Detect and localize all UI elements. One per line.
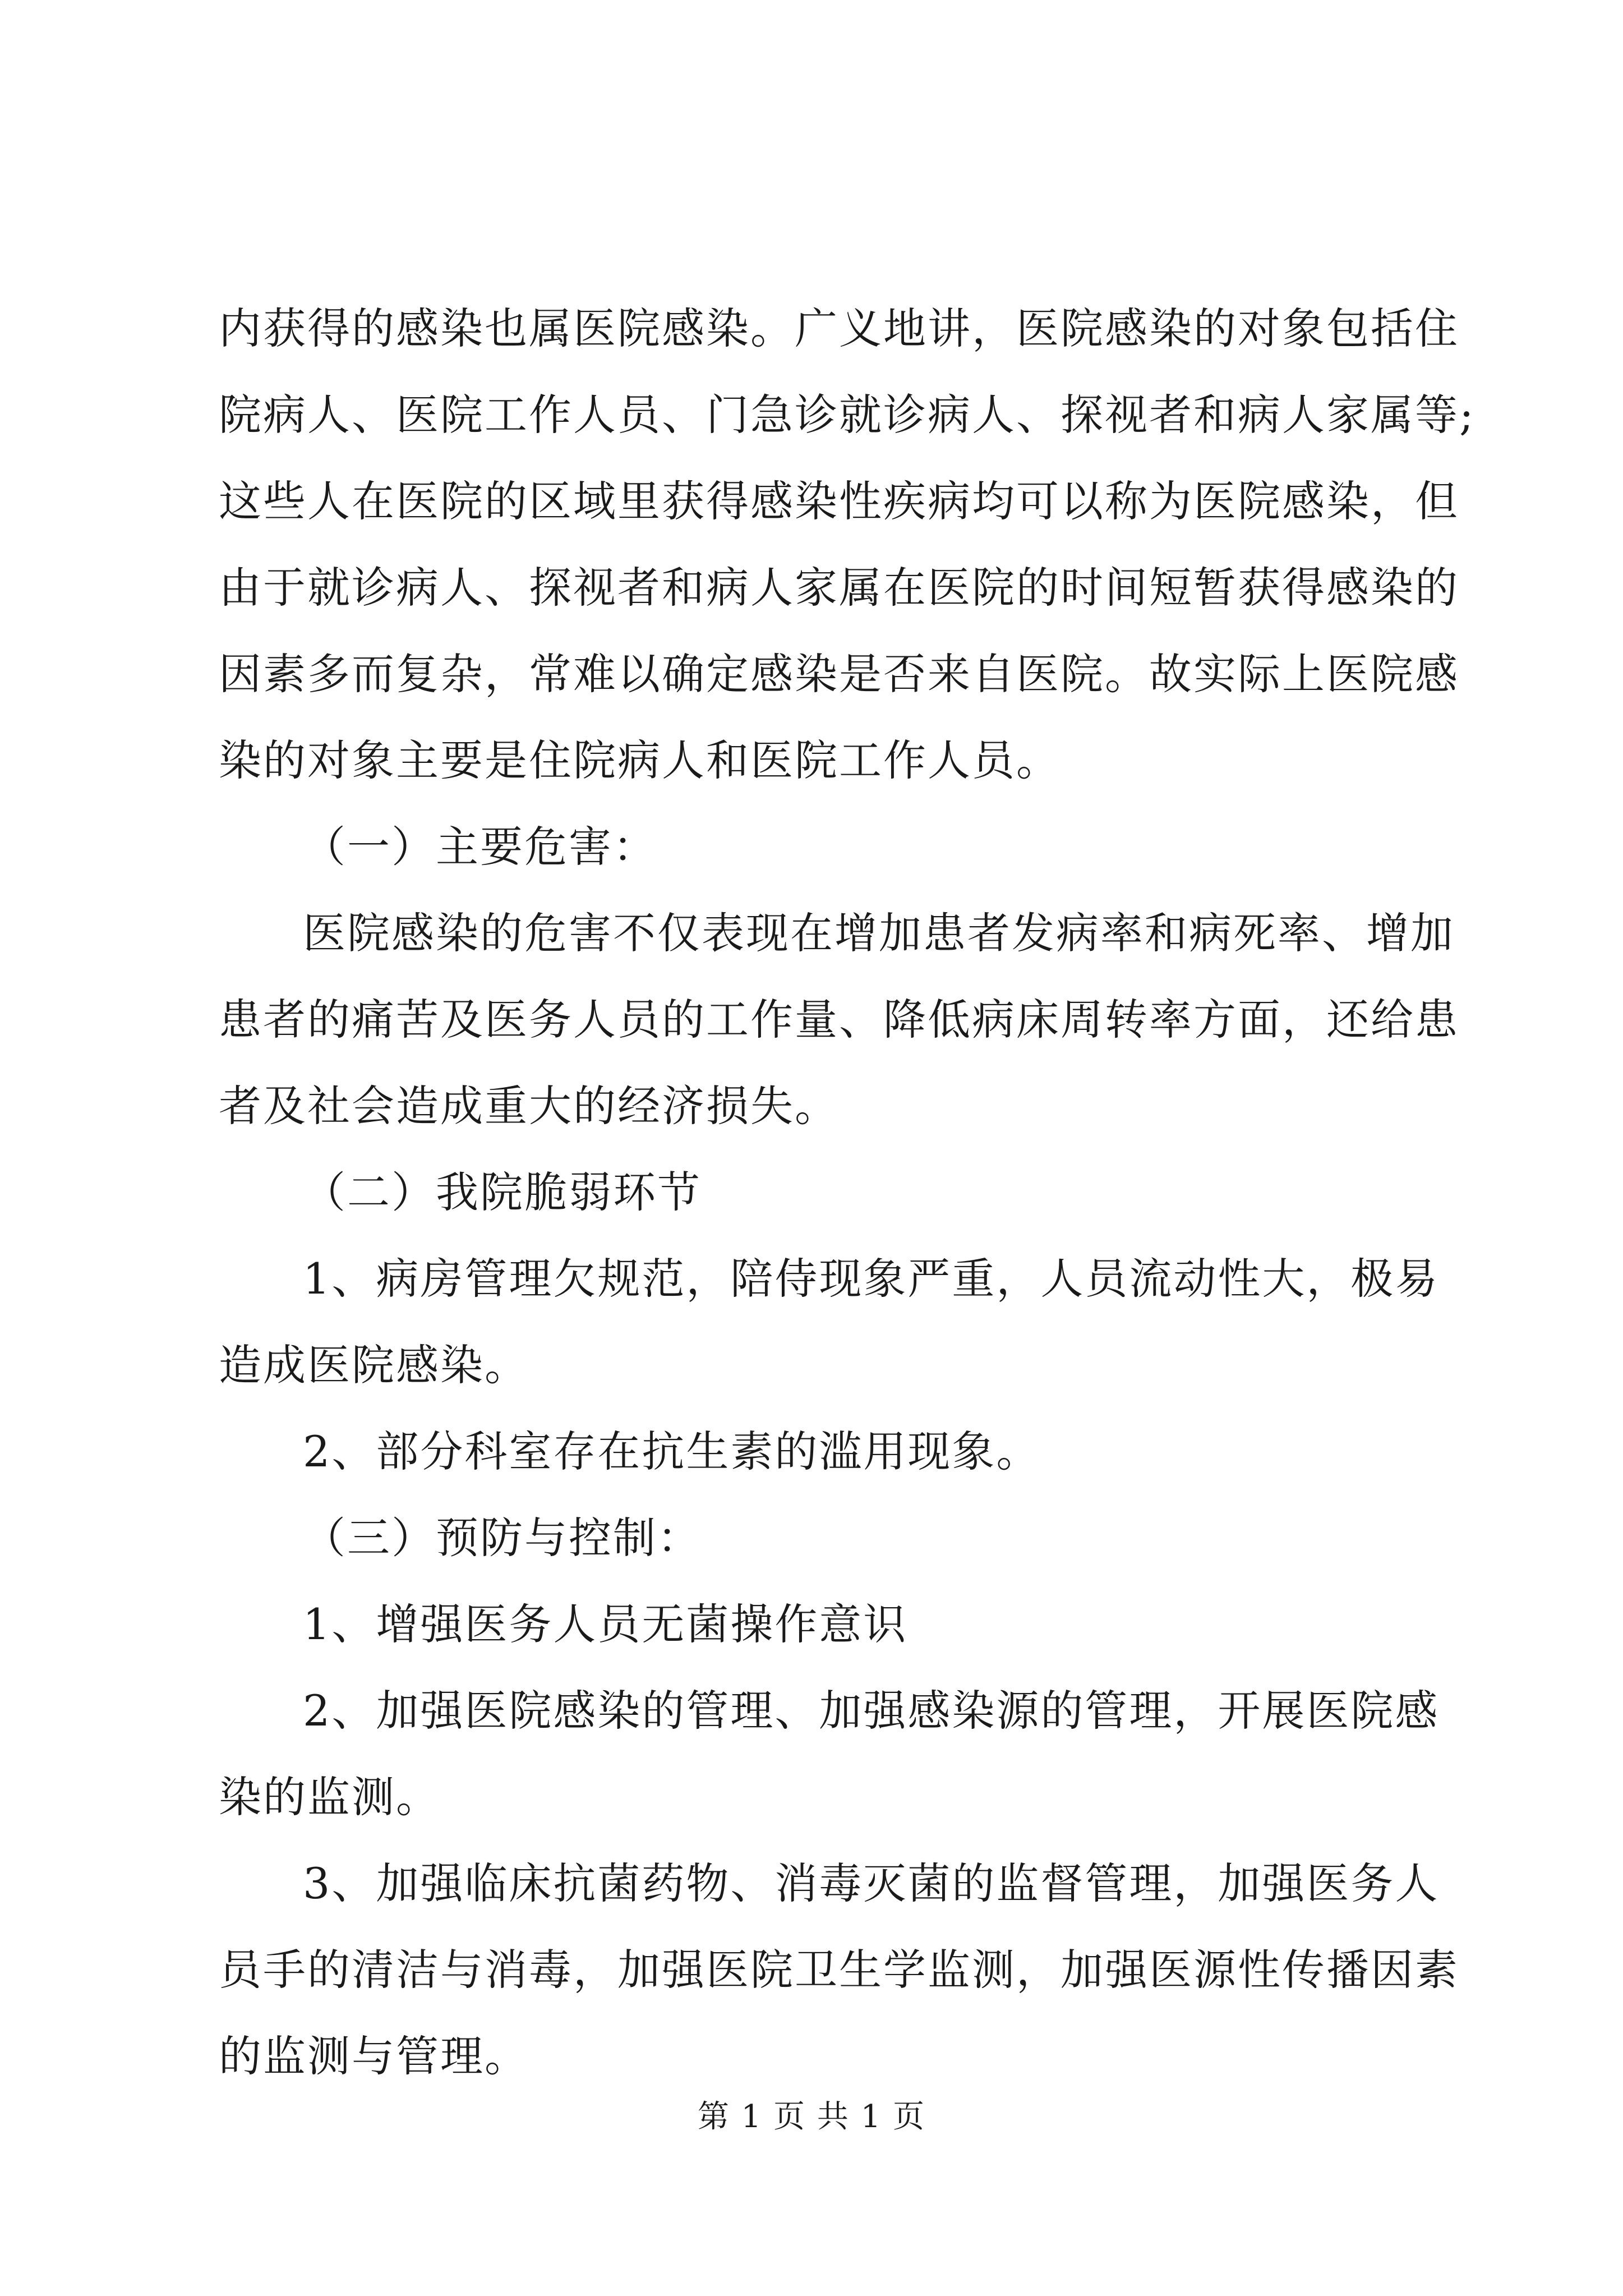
body-line: 1、增强医务人员无菌操作意识 [303,1599,908,1649]
body-line: 2、部分科室存在抗生素的滥用现象。 [303,1427,1041,1476]
body-line: 2、加强医院感染的管理、加强感染源的管理，开展医院感 [303,1686,1440,1736]
body-line: 造成医院感染。 [219,1340,529,1390]
body-line: 的监测与管理。 [219,2031,529,2081]
body-line: 3、加强临床抗菌药物、消毒灭菌的监督管理，加强医务人 [303,1858,1440,1908]
body-line: 这些人在医院的区域里获得感染性疾病均可以称为医院感染，但 [219,476,1459,526]
body-line: 员手的清洁与消毒，加强医院卫生学监测，加强医源性传播因素 [219,1945,1459,1995]
section-heading: （二）我院脆弱环节 [303,1167,702,1217]
section-heading: （三）预防与控制： [303,1513,702,1563]
body-line: 患者的痛苦及医务人员的工作量、降低病床周转率方面，还给患 [219,995,1459,1045]
body-line: 染的监测。 [219,1772,440,1822]
body-line: 由于就诊病人、探视者和病人家属在医院的时间短暂获得感染的 [219,563,1459,613]
body-line: 因素多而复杂，常难以确定感染是否来自医院。故实际上医院感 [219,649,1459,699]
page-number-footer: 第 1 页 共 1 页 [697,2099,926,2135]
section-heading: （一）主要危害： [303,822,657,872]
body-line: 医院感染的危害不仅表现在增加患者发病率和病死率、增加 [303,908,1455,958]
body-line: 染的对象主要是住院病人和医院工作人员。 [219,735,1061,785]
body-line: 者及社会造成重大的经济损失。 [219,1081,839,1131]
body-line: 内获得的感染也属医院感染。广义地讲，医院感染的对象包括住 [219,303,1459,353]
body-line: 院病人、医院工作人员、门急诊就诊病人、探视者和病人家属等; [219,390,1476,440]
body-line: 1、病房管理欠规范，陪侍现象严重，人员流动性大，极易 [303,1254,1440,1304]
